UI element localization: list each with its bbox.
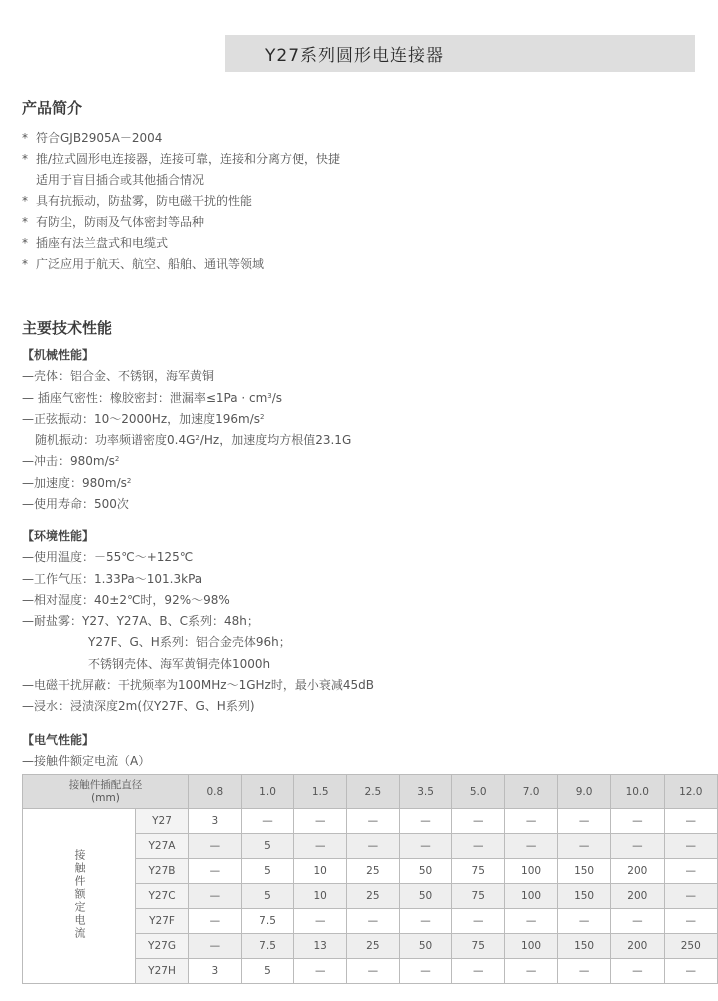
current-label: —接触件额定电流（A） xyxy=(22,754,151,769)
spec-sine-text: —正弦振动：10～2000Hz，加速度196m/s xyxy=(22,411,261,426)
intro-item-text: 广泛应用于航天、航空、船舶、通讯等领域 xyxy=(36,257,265,271)
current-value-cell: 50 xyxy=(399,884,452,909)
model-cell: Y27H xyxy=(136,959,189,984)
current-value-cell: 150 xyxy=(558,884,611,909)
spec-shock xyxy=(22,451,351,472)
current-value-cell: — xyxy=(294,809,347,834)
intro-item-text: 具有抗振动，防盐雾，防电磁干扰的性能 xyxy=(36,194,253,208)
current-value-cell: 75 xyxy=(452,934,505,959)
electrical-label: 【电气性能】 xyxy=(22,733,95,747)
side-label: 接触件额定电流 xyxy=(73,849,86,940)
header-label-1: 接触件插配直径 xyxy=(68,778,143,791)
intro-item-text: 有防尘，防雨及气体密封等品种 xyxy=(36,215,205,229)
spec-humidity: —相对湿度：40±2℃时，92%～98% xyxy=(22,592,230,607)
current-value-cell: 50 xyxy=(399,934,452,959)
current-value-cell: — xyxy=(664,859,717,884)
intro-item xyxy=(22,233,340,254)
current-value-cell: — xyxy=(347,809,400,834)
spec-accel-text: —加速度：980m/s xyxy=(22,475,127,490)
diameter-header: 9.0 xyxy=(558,775,611,809)
intro-item xyxy=(22,149,340,191)
current-value-cell: 5 xyxy=(241,959,294,984)
spec-seal-unit: /s xyxy=(271,390,283,405)
current-value-cell: — xyxy=(611,959,664,984)
current-value-cell: — xyxy=(347,959,400,984)
title-bar xyxy=(225,35,695,72)
current-value-cell: — xyxy=(505,809,558,834)
current-value-cell: 250 xyxy=(664,934,717,959)
intro-list xyxy=(22,128,340,275)
current-value-cell: — xyxy=(347,834,400,859)
intro-item-text: 符合GJB2905A－2004 xyxy=(36,131,163,145)
spec-sine-sup: 2 xyxy=(260,412,265,421)
current-value-cell: 150 xyxy=(558,934,611,959)
spec-life: —使用寿命：500次 xyxy=(22,497,129,512)
current-value-cell: 13 xyxy=(294,934,347,959)
current-value-cell: 5 xyxy=(241,859,294,884)
current-value-cell: 200 xyxy=(611,859,664,884)
bullet-star: * xyxy=(22,152,28,166)
spec-random-rest: /Hz，加速度均方根值23.1G xyxy=(199,433,352,448)
bullet-star: * xyxy=(22,131,28,145)
intro-item-text-cont: 适用于盲目插合或其他插合情况 xyxy=(36,173,205,187)
environment-section xyxy=(22,526,374,718)
current-value-cell: — xyxy=(189,859,242,884)
environment-label: 【环境性能】 xyxy=(22,529,95,543)
spec-accel-sup: 2 xyxy=(126,476,132,485)
spec-shock-sup: 2 xyxy=(114,455,120,464)
intro-item xyxy=(22,128,340,149)
current-value-cell: — xyxy=(664,809,717,834)
diameter-header: 7.0 xyxy=(505,775,558,809)
current-value-cell: 10 xyxy=(294,859,347,884)
current-value-cell: 150 xyxy=(558,859,611,884)
current-value-cell: — xyxy=(664,834,717,859)
current-value-cell: — xyxy=(558,909,611,934)
current-value-cell: 200 xyxy=(611,884,664,909)
current-value-cell: 100 xyxy=(505,884,558,909)
current-value-cell: 5 xyxy=(241,834,294,859)
current-value-cell: 7.5 xyxy=(241,934,294,959)
current-value-cell: — xyxy=(189,934,242,959)
intro-item xyxy=(22,191,340,212)
table-row xyxy=(23,809,718,834)
current-value-cell: — xyxy=(241,809,294,834)
spec-seal-text: — 插座气密性：橡胶密封：泄漏率≤1Pa · cm xyxy=(22,390,268,405)
mechanical-section xyxy=(22,345,351,515)
diameter-header: 0.8 xyxy=(189,775,242,809)
current-value-cell: — xyxy=(347,909,400,934)
current-value-cell: — xyxy=(664,909,717,934)
current-value-cell: — xyxy=(505,959,558,984)
diameter-header: 1.0 xyxy=(241,775,294,809)
electrical-section xyxy=(22,730,150,773)
spec-random xyxy=(22,430,351,451)
bullet-star: * xyxy=(22,194,28,208)
page-title: Y27系列圆形电连接器 xyxy=(265,46,445,66)
current-value-cell: 7.5 xyxy=(241,909,294,934)
current-value-cell: — xyxy=(452,834,505,859)
spec-temp: —使用温度：－55℃～+125℃ xyxy=(22,550,194,565)
side-label-cell xyxy=(23,809,136,984)
bullet-star: * xyxy=(22,215,28,229)
current-value-cell: — xyxy=(189,834,242,859)
current-value-cell: — xyxy=(558,834,611,859)
current-value-cell: — xyxy=(664,884,717,909)
spec-immersion: —浸水：浸渍深度2m(仅Y27F、G、H系列) xyxy=(22,699,255,714)
spec-shell: —壳体：铝合金、不锈钢，海军黄铜 xyxy=(22,369,215,384)
spec-pressure: —工作气压：1.33Pa～101.3kPa xyxy=(22,571,203,586)
intro-item-text: 插座有法兰盘式和电缆式 xyxy=(36,236,169,250)
current-value-cell: — xyxy=(558,809,611,834)
spec-seal xyxy=(22,388,351,409)
current-value-cell: — xyxy=(505,909,558,934)
intro-item xyxy=(22,212,340,233)
spec-salt-1: —耐盐雾：Y27、Y27A、B、C系列：48h； xyxy=(22,614,259,629)
bullet-star: * xyxy=(22,257,28,271)
spec-random-text: 随机振动：功率频谱密度0.4G xyxy=(35,433,196,448)
diameter-header: 12.0 xyxy=(664,775,717,809)
current-value-cell: — xyxy=(294,959,347,984)
current-table xyxy=(22,774,718,984)
current-value-cell: — xyxy=(399,809,452,834)
current-value-cell: — xyxy=(399,834,452,859)
current-value-cell: 75 xyxy=(452,884,505,909)
current-value-cell: — xyxy=(611,834,664,859)
model-cell: Y27 xyxy=(136,809,189,834)
spec-emi: —电磁干扰屏蔽：干扰频率为100MHz～1GHz时，最小衰减45dB xyxy=(22,678,374,693)
current-value-cell: 50 xyxy=(399,859,452,884)
bullet-star: * xyxy=(22,236,28,250)
current-value-cell: — xyxy=(399,909,452,934)
spec-accel xyxy=(22,473,351,494)
current-value-cell: 10 xyxy=(294,884,347,909)
tech-heading: 主要技术性能 xyxy=(22,319,113,337)
current-value-cell: 25 xyxy=(347,934,400,959)
diameter-header: 2.5 xyxy=(347,775,400,809)
intro-item xyxy=(22,254,340,275)
current-value-cell: — xyxy=(189,884,242,909)
current-value-cell: 75 xyxy=(452,859,505,884)
header-label-2: (mm) xyxy=(91,791,120,804)
current-value-cell: 25 xyxy=(347,859,400,884)
diameter-header: 3.5 xyxy=(399,775,452,809)
table-body xyxy=(23,809,718,984)
spec-shock-text: —冲击：980m/s xyxy=(22,454,115,469)
diameter-header: 5.0 xyxy=(452,775,505,809)
table-header-row xyxy=(23,775,718,809)
current-value-cell: — xyxy=(189,909,242,934)
current-value-cell: — xyxy=(452,909,505,934)
model-cell: Y27C xyxy=(136,884,189,909)
current-value-cell: — xyxy=(294,909,347,934)
model-cell: Y27B xyxy=(136,859,189,884)
diameter-header: 1.5 xyxy=(294,775,347,809)
mechanical-label: 【机械性能】 xyxy=(22,348,95,362)
spec-salt-2: Y27F、G、H系列：铝合金壳体96h； xyxy=(88,635,291,650)
spec-random-sup: 2 xyxy=(195,434,200,443)
intro-heading: 产品简介 xyxy=(22,99,83,117)
current-value-cell: — xyxy=(611,909,664,934)
current-value-cell: 100 xyxy=(505,934,558,959)
current-value-cell: — xyxy=(505,834,558,859)
current-value-cell: — xyxy=(452,959,505,984)
current-value-cell: — xyxy=(664,959,717,984)
current-value-cell: 3 xyxy=(189,809,242,834)
current-value-cell: — xyxy=(452,809,505,834)
spec-sine xyxy=(22,409,351,430)
current-value-cell: 5 xyxy=(241,884,294,909)
header-diameter-label xyxy=(23,775,189,809)
model-cell: Y27G xyxy=(136,934,189,959)
spec-seal-sup: 3 xyxy=(267,391,272,400)
current-value-cell: — xyxy=(399,959,452,984)
intro-item-text: 推/拉式圆形电连接器，连接可靠，连接和分离方便，快捷 xyxy=(36,152,341,166)
current-value-cell: 100 xyxy=(505,859,558,884)
spec-salt-3: 不锈钢壳体、海军黄铜壳体1000h xyxy=(88,656,271,671)
current-value-cell: 200 xyxy=(611,934,664,959)
model-cell: Y27A xyxy=(136,834,189,859)
model-cell: Y27F xyxy=(136,909,189,934)
current-value-cell: — xyxy=(294,834,347,859)
current-value-cell: — xyxy=(611,809,664,834)
diameter-header: 10.0 xyxy=(611,775,664,809)
current-value-cell: 25 xyxy=(347,884,400,909)
current-value-cell: 3 xyxy=(189,959,242,984)
current-value-cell: — xyxy=(558,959,611,984)
